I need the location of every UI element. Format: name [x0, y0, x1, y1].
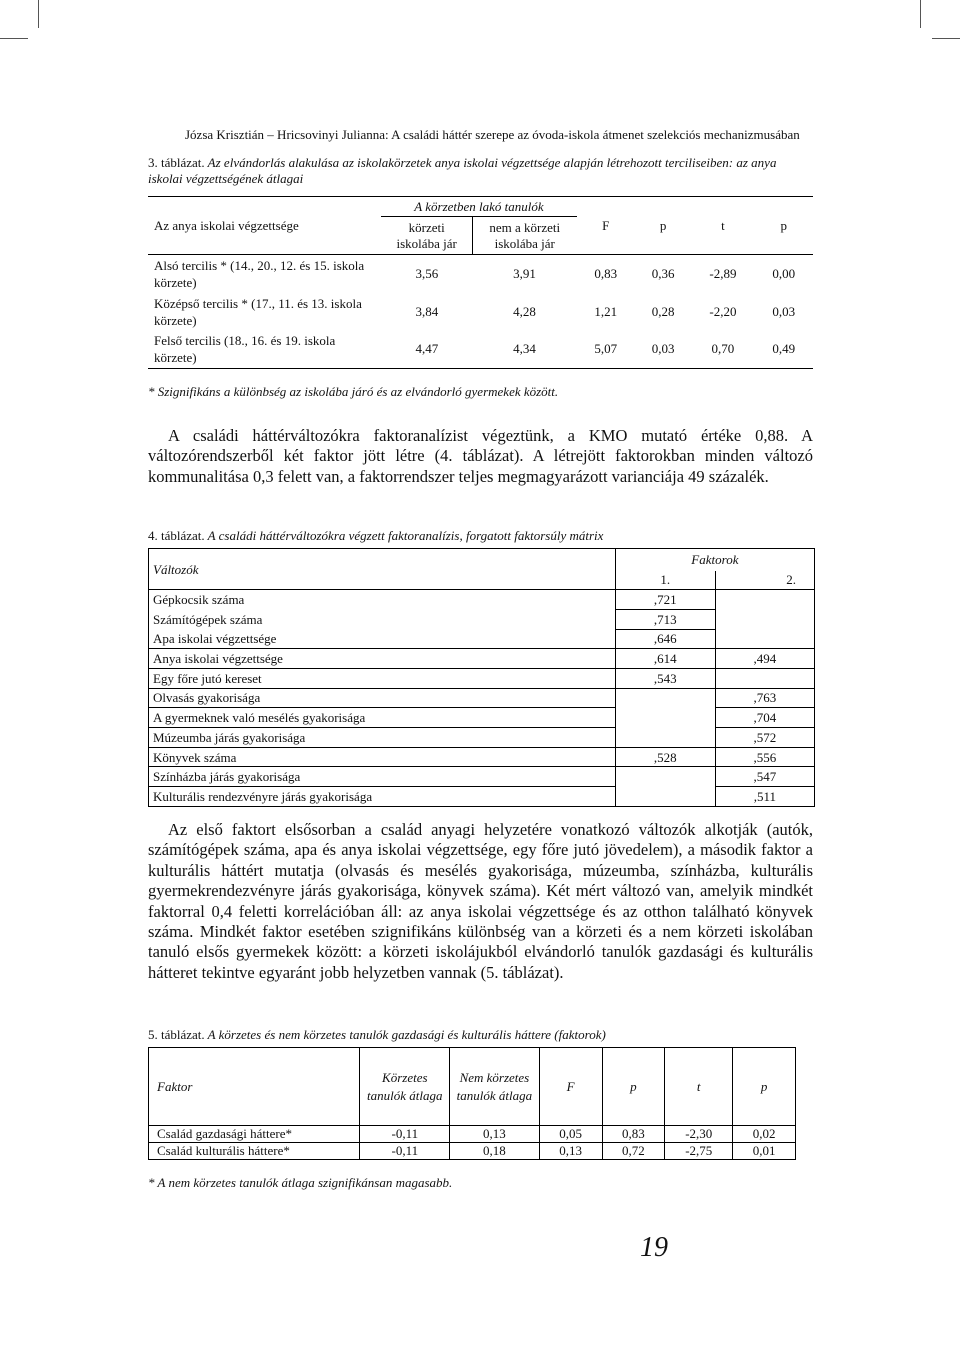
table3-row-label: Alsó tercilis * (14., 20., 12. és 15. iskola körzete) — [154, 257, 365, 290]
table5-cell: 0,01 — [733, 1143, 796, 1160]
table3-col-f: F — [577, 197, 635, 255]
table-row — [149, 609, 815, 629]
table4-cell — [715, 609, 814, 629]
table3-cell: 3,91 — [513, 265, 536, 281]
paragraph-2 — [148, 820, 813, 983]
table3-col-nem-korzeti: nem a körzeti iskolába jár — [472, 217, 576, 255]
table4-cell: ,511 — [715, 787, 814, 807]
table5-cell: -0,11 — [360, 1126, 450, 1143]
table4-caption — [148, 528, 603, 544]
table-row — [149, 767, 815, 787]
table5-row-label: Család gazdasági háttere* — [149, 1126, 360, 1143]
table4-cell — [615, 767, 715, 787]
table-row — [149, 708, 815, 728]
table4-col-1: 1. — [615, 571, 715, 590]
table5-caption — [148, 1027, 606, 1043]
table4-cell: ,556 — [715, 747, 814, 767]
table3-cell: 0,70 — [691, 331, 754, 369]
table4-col-2: 2. — [715, 571, 814, 590]
table4-cell: ,543 — [615, 668, 715, 688]
table5-caption-text: A körzetes és nem körzetes tanulók gazdasági és kulturális háttere (faktorok) — [204, 1027, 606, 1042]
table4-row-label: Múzeumba járás gyakorisága — [149, 728, 616, 748]
table4-col-var: Változók — [149, 549, 616, 590]
table3-row-label: Felső tercilis (18., 16. és 19. iskola körzete) — [148, 331, 381, 369]
table5-cell: -2,30 — [665, 1126, 733, 1143]
table3-cell: 0,36 — [651, 265, 675, 281]
table5-note: * A nem körzetes tanulók átlaga szignifikánsan magasabb. — [148, 1175, 453, 1190]
table4-row-label: Színházba járás gyakorisága — [149, 767, 616, 787]
table5-cell: 0,13 — [450, 1126, 540, 1143]
table4-cell — [615, 688, 715, 708]
table3-cell: 4,47 — [381, 331, 472, 369]
table5-col-korzetes: Körzetes tanulók átlaga — [360, 1048, 450, 1126]
table4-row-label: Könyvek száma — [149, 747, 616, 767]
table3-row-label: Középső tercilis * (17., 11. és 13. iskola körzete) — [154, 295, 362, 328]
table4 — [148, 548, 815, 807]
table4-cell: ,713 — [615, 609, 715, 629]
table4-cell: ,547 — [715, 767, 814, 787]
table-row — [149, 590, 815, 610]
table4-cell — [715, 590, 814, 610]
table-row — [149, 688, 815, 708]
crop-mark — [0, 38, 28, 39]
table4-row-label: Kulturális rendezvényre járás gyakorisága — [149, 787, 616, 807]
table3-group-header: A körzetben lakó tanulók — [381, 197, 576, 217]
table4-caption-text: A családi háttérváltozókra végzett faktoranalízis, forgatott faktorsúly mátrix — [204, 528, 604, 543]
table-row — [149, 668, 815, 688]
table3-caption-text: Az elvándorlás alakulása az iskolakörzetek anya iskolai végzettsége alapján létrehozott terciliseiben: az anya iskolai végzettségének átlagai — [148, 155, 777, 186]
table3-cell: 3,84 — [415, 303, 439, 319]
table5 — [148, 1047, 796, 1160]
table4-cell: ,646 — [615, 629, 715, 649]
table4-cell — [715, 668, 814, 688]
crop-mark — [920, 0, 921, 28]
table4-row-label: Számítógépek száma — [149, 609, 616, 629]
table3-cell: -2,20 — [709, 303, 737, 319]
table3-cell: 4,28 — [513, 303, 536, 319]
table4-cell: ,763 — [715, 688, 814, 708]
table-row — [149, 787, 815, 807]
table-row — [149, 629, 815, 649]
page-number: 19 — [640, 1232, 668, 1263]
table4-row-label: A gyermeknek való mesélés gyakorisága — [149, 708, 616, 728]
table5-col-p1: p — [602, 1048, 665, 1126]
table5-cell: 0,02 — [733, 1126, 796, 1143]
table3-col-p2: p — [755, 197, 813, 255]
table-row — [148, 255, 813, 293]
paragraph-1 — [148, 426, 813, 487]
table3-cell: 3,56 — [415, 265, 439, 281]
table4-cell — [615, 728, 715, 748]
table3 — [148, 196, 813, 369]
table3-note: * Szignifikáns a különbség az iskolába járó és az elvándorló gyermekek között. — [148, 384, 559, 399]
table5-row-label: Család kulturális háttere* — [149, 1143, 360, 1160]
table5-cell: 0,72 — [602, 1143, 665, 1160]
table4-cell — [715, 629, 814, 649]
table5-cell: -0,11 — [360, 1143, 450, 1160]
table3-col-row: Az anya iskolai végzettsége — [148, 197, 381, 255]
paragraph-1-text: A családi háttérváltozókra faktoranalízist végeztünk, a KMO mutató értéke 0,88. A változórendszerből két faktor jött létre (4. táblázat). A létrejött faktorokban minden változó kommunalitása 0,3 felett van, a faktorrendszer teljes megmagyarázott varianciája 49 százalék. — [148, 426, 813, 486]
table4-row-label: Apa iskolai végzettsége — [149, 629, 616, 649]
table3-cell: 0,28 — [651, 303, 675, 319]
table-row — [149, 1143, 796, 1160]
table3-col-t: t — [691, 197, 754, 255]
table3-cell: 1,21 — [594, 303, 618, 319]
table3-cell: 0,83 — [594, 265, 618, 281]
table3-cell: 5,07 — [577, 331, 635, 369]
table5-col-p2: p — [733, 1048, 796, 1126]
crop-mark — [932, 38, 960, 39]
table4-row-label: Anya iskolai végzettsége — [149, 649, 616, 669]
table3-caption-number: 3. táblázat. — [148, 155, 205, 170]
table4-row-label: Gépkocsik száma — [149, 590, 616, 610]
table4-cell: ,528 — [615, 747, 715, 767]
table-row — [149, 1126, 796, 1143]
table4-cell: ,704 — [715, 708, 814, 728]
table-row — [149, 747, 815, 767]
crop-mark — [38, 0, 39, 28]
table3-cell: 4,34 — [472, 331, 576, 369]
table5-cell: -2,75 — [665, 1143, 733, 1160]
table3-cell: 0,03 — [772, 303, 796, 319]
table5-caption-number: 5. táblázat. — [148, 1027, 205, 1042]
table4-cell: ,572 — [715, 728, 814, 748]
table4-cell — [615, 708, 715, 728]
table3-col-p1: p — [635, 197, 691, 255]
table3-cell: 0,49 — [755, 331, 813, 369]
table4-caption-number: 4. táblázat. — [148, 528, 205, 543]
table-row — [148, 331, 813, 369]
table5-cell: 0,18 — [450, 1143, 540, 1160]
table4-cell: ,614 — [615, 649, 715, 669]
table4-row-label: Olvasás gyakorisága — [149, 688, 616, 708]
table3-cell: 0,00 — [772, 265, 796, 281]
table4-cell: ,494 — [715, 649, 814, 669]
table5-col-f: F — [539, 1048, 602, 1126]
table5-col-factor: Faktor — [149, 1048, 360, 1126]
table5-cell: 0,13 — [539, 1143, 602, 1160]
table-row — [148, 293, 813, 331]
table-row — [149, 649, 815, 669]
table4-col-group: Faktorok — [615, 549, 814, 571]
table5-col-t: t — [665, 1048, 733, 1126]
table4-cell — [615, 787, 715, 807]
table4-cell: ,721 — [615, 590, 715, 610]
table5-cell: 0,83 — [602, 1126, 665, 1143]
table3-col-korzeti: körzeti iskolába jár — [381, 217, 472, 255]
table5-cell: 0,05 — [539, 1126, 602, 1143]
table3-cell: -2,89 — [709, 265, 737, 281]
table4-row-label: Egy főre jutó kereset — [149, 668, 616, 688]
running-header: Józsa Krisztián – Hricsovinyi Julianna: A családi háttér szerepe az óvoda-iskola átmenet szelekciós mechanizmusában — [185, 127, 800, 142]
table3-caption — [148, 155, 813, 187]
table-row — [149, 728, 815, 748]
paragraph-2-text: Az első faktort elsősorban a család anyagi helyzetére vonatkozó változók alkotják (autók, számítógépek száma, apa és anya iskolai végzettsége, egy főre jutó jövedelem), a második faktor a kulturális háttért mutatja (olvasás és mesélés gyakorisága, múzeumba, színházba, kulturális gyermekrendezvényre járás gyakorisága, könyvek száma). Két mért változó van, amelyik mindkét faktorral 0,4 feletti korrelációban áll: az anya iskolai végzettsége és az otthon található könyvek száma. Mindkét faktor esetében szignifikáns különbség van a körzeti és a nem körzeti iskolában tanuló elsős gyermekek között: a körzeti iskolájukból elvándorló tanulók gazdasági és kulturális hátteret tekintve egyaránt jobb helyzetben vannak (5. táblázat). — [148, 820, 813, 982]
table3-cell: 0,03 — [635, 331, 691, 369]
table5-col-nem: Nem körzetes tanulók átlaga — [450, 1048, 540, 1126]
